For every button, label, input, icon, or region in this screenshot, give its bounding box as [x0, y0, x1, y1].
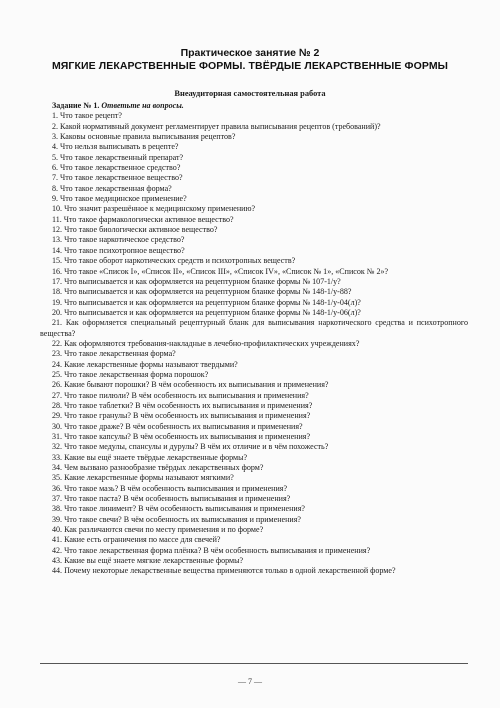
question-item: 19. Что выписывается и как оформляется на рецептурном бланке формы № 148-1/у-04(л)?: [52, 297, 361, 307]
lesson-title: Практическое занятие № 2: [180, 47, 320, 59]
document-body: [40, 101, 468, 577]
question-item: 15. Что такое оборот наркотических средств и психотропных веществ?: [52, 256, 296, 266]
question-item: 11. Что такое фармакологически активное вещество?: [52, 214, 234, 224]
question-item: 8. Что такое лекарственная форма?: [52, 183, 172, 193]
section-title: Внеаудиторная самостоятельная работа: [174, 89, 326, 98]
question-item: 6. Что такое лекарственное средство?: [52, 163, 181, 173]
question-list: [40, 111, 468, 576]
lesson-subtitle: МЯГКИЕ ЛЕКАРСТВЕННЫЕ ФОРМЫ. ТВЁРДЫЕ ЛЕКАРСТВЕННЫЕ ФОРМЫ: [51, 60, 449, 72]
question-item: 44. Почему некоторые лекарственные вещества применяются только в одной лекарственной форме?: [52, 566, 396, 576]
question-item: 42. Что такое лекарственная форма плёнка? В чём особенность выписывания и применения?: [52, 545, 371, 555]
question-item: 28. Что такое таблетки? В чём особенность их выписывания и применения?: [52, 400, 313, 410]
question-item: 13. Что такое наркотическое средство?: [52, 235, 185, 245]
question-item: 24. Какие лекарственные формы называют твердыми?: [52, 359, 238, 369]
question-item: 21. Как оформляется специальный рецептурный бланк для выписывания наркотического средства и психотропного вещества?: [40, 318, 468, 338]
question-item: 33. Какие вы ещё знаете твёрдые лекарственные формы?: [52, 452, 248, 462]
question-item: 27. Что такое пилюли? В чём особенность их выписывания и применения?: [52, 390, 309, 400]
question-item: 35. Какие лекарственные формы называют мягкими?: [52, 473, 234, 483]
question-item: 7. Что такое лекарственное вещество?: [52, 173, 183, 183]
question-item: 18. Что выписывается и как оформляется на рецептурном бланке формы № 148-1/у-88?: [52, 287, 352, 297]
question-item: 41. Какие есть ограничения по массе для свечей?: [52, 535, 221, 545]
task-heading: [40, 101, 468, 111]
task-label: Задание № 1.: [52, 101, 100, 110]
question-item: 20. Что выписывается и как оформляется на рецептурном бланке формы № 148-1/у-06(л)?: [52, 307, 361, 317]
page-number: — 7 —: [238, 677, 262, 686]
task-instruction: Ответьте на вопросы.: [101, 101, 184, 110]
question-item: 34. Чем вызвано разнообразие твёрдых лекарственных форм?: [52, 463, 264, 473]
question-item: 16. Что такое «Список I», «Список II», «Список III», «Список IV», «Список № 1», «Список № 2»?: [52, 266, 389, 276]
question-item: 37. Что такое паста? В чём особенность выписывания и применения?: [52, 494, 291, 504]
question-item: 40. Как различаются свечи по месту применения и по форме?: [52, 525, 264, 535]
question-item: 17. Что выписывается и как оформляется на рецептурном бланке формы № 107-1/у?: [52, 276, 341, 286]
question-item: 25. Что такое лекарственная форма порошок?: [52, 369, 209, 379]
question-item: 23. Что такое лекарственная форма?: [52, 349, 176, 359]
question-item: 3. Каковы основные правила выписывания рецептов?: [52, 132, 236, 142]
question-item: 38. Что такое линимент? В чём особенность выписывания и применения?: [52, 504, 305, 514]
question-item: 22. Как оформляются требования-накладные в лечебно-профилактических учреждениях?: [52, 338, 360, 348]
question-item: 2. Какой нормативный документ регламентирует правила выписывания рецептов (требований)?: [52, 121, 381, 131]
question-item: 29. Что такое гранулы? В чём особенность их выписывания и применения?: [52, 411, 311, 421]
question-item: 12. Что такое биологически активное вещество?: [52, 225, 218, 235]
question-item: 30. Что такое драже? В чём особенность их выписывания и применения?: [52, 421, 303, 431]
question-item: 43. Какие вы ещё знаете мягкие лекарственные формы?: [52, 556, 244, 566]
question-item: 10. Что значит разрешённое к медицинскому применению?: [52, 204, 256, 214]
question-item: 36. Что такое мазь? В чём особенность выписывания и применения?: [52, 483, 288, 493]
question-item: 39. Что такое свечи? В чём особенность их выписывания и применения?: [52, 514, 301, 524]
footer-divider: [40, 663, 468, 664]
question-item: 32. Что такое медулы, спансулы и дурулы? В чём их отличие и в чём похожесть?: [52, 442, 329, 452]
question-item: 5. Что такое лекарственный препарат?: [52, 152, 184, 162]
question-item: 14. Что такое психотропное вещество?: [52, 245, 185, 255]
question-item: 1. Что такое рецепт?: [52, 111, 122, 121]
question-item: 31. Что такое капсулы? В чём особенность их выписывания и применения?: [52, 432, 311, 441]
question-item: 9. Что такое медицинское применение?: [52, 194, 187, 204]
question-item: 4. Что нельзя выписывать в рецепте?: [52, 142, 179, 152]
question-item: 26. Какие бывают порошки? В чём особенность их выписывания и применения?: [52, 380, 329, 390]
